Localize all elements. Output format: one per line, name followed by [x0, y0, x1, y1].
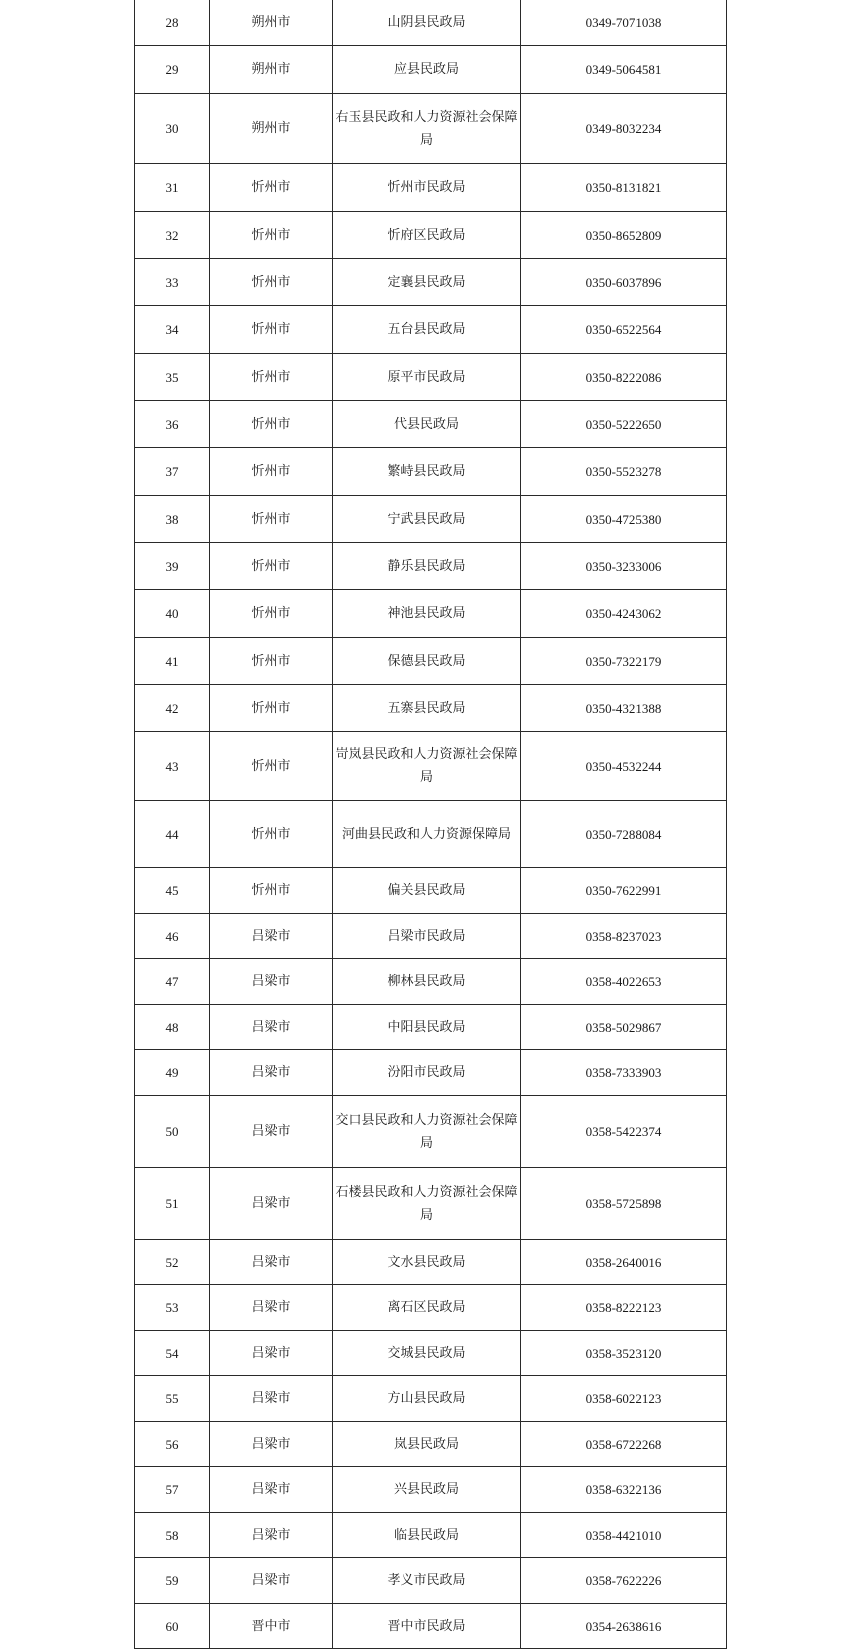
row-number: 37	[135, 448, 210, 496]
city-name: 忻州市	[210, 354, 333, 401]
row-number: 34	[135, 306, 210, 354]
table-row	[135, 1558, 727, 1604]
row-number: 58	[135, 1513, 210, 1558]
phone-number: 0349-5064581	[521, 46, 727, 94]
table-row	[135, 914, 727, 959]
city-name: 忻州市	[210, 448, 333, 496]
phone-number: 0350-4243062	[521, 590, 727, 638]
agency-name: 交口县民政和人力资源社会保障局	[333, 1096, 521, 1168]
city-name: 吕梁市	[210, 1513, 333, 1558]
row-number: 41	[135, 638, 210, 685]
city-name: 忻州市	[210, 638, 333, 685]
table-row	[135, 212, 727, 259]
agency-name: 石楼县民政和人力资源社会保障局	[333, 1168, 521, 1240]
agency-name: 岚县民政局	[333, 1422, 521, 1467]
row-number: 56	[135, 1422, 210, 1467]
city-name: 吕梁市	[210, 1240, 333, 1285]
agency-name: 吕梁市民政局	[333, 914, 521, 959]
row-number: 57	[135, 1467, 210, 1513]
city-name: 忻州市	[210, 212, 333, 259]
row-number: 60	[135, 1604, 210, 1649]
city-name: 吕梁市	[210, 959, 333, 1005]
agency-name: 宁武县民政局	[333, 496, 521, 543]
phone-number: 0358-2640016	[521, 1240, 727, 1285]
contacts-table	[134, 0, 727, 1649]
phone-number: 0350-3233006	[521, 543, 727, 590]
phone-number: 0350-4532244	[521, 732, 727, 801]
phone-number: 0358-3523120	[521, 1331, 727, 1376]
city-name: 忻州市	[210, 685, 333, 732]
table-row	[135, 1422, 727, 1467]
agency-name: 汾阳市民政局	[333, 1050, 521, 1096]
row-number: 38	[135, 496, 210, 543]
phone-number: 0358-6722268	[521, 1422, 727, 1467]
phone-number: 0358-5422374	[521, 1096, 727, 1168]
phone-number: 0350-7622991	[521, 868, 727, 914]
row-number: 36	[135, 401, 210, 448]
row-number: 44	[135, 801, 210, 868]
city-name: 朔州市	[210, 46, 333, 94]
row-number: 32	[135, 212, 210, 259]
phone-number: 0350-5523278	[521, 448, 727, 496]
table-row	[135, 401, 727, 448]
agency-name: 忻府区民政局	[333, 212, 521, 259]
city-name: 吕梁市	[210, 1422, 333, 1467]
agency-name: 应县民政局	[333, 46, 521, 94]
city-name: 朔州市	[210, 94, 333, 164]
row-number: 54	[135, 1331, 210, 1376]
table-row	[135, 1096, 727, 1168]
city-name: 忻州市	[210, 259, 333, 306]
row-number: 33	[135, 259, 210, 306]
phone-number: 0358-5725898	[521, 1168, 727, 1240]
agency-name: 岢岚县民政和人力资源社会保障局	[333, 732, 521, 801]
agency-name: 文水县民政局	[333, 1240, 521, 1285]
phone-number: 0358-8237023	[521, 914, 727, 959]
phone-number: 0358-7622226	[521, 1558, 727, 1604]
agency-name: 河曲县民政和人力资源保障局	[333, 801, 521, 868]
row-number: 31	[135, 164, 210, 212]
table-row	[135, 1168, 727, 1240]
agency-name: 偏关县民政局	[333, 868, 521, 914]
table-row	[135, 0, 727, 46]
table-row	[135, 1005, 727, 1050]
table-row	[135, 801, 727, 868]
table-row	[135, 448, 727, 496]
table-row	[135, 868, 727, 914]
phone-number: 0350-6522564	[521, 306, 727, 354]
agency-name: 中阳县民政局	[333, 1005, 521, 1050]
city-name: 忻州市	[210, 868, 333, 914]
table-row	[135, 1467, 727, 1513]
city-name: 吕梁市	[210, 1467, 333, 1513]
city-name: 吕梁市	[210, 1005, 333, 1050]
phone-number: 0358-4022653	[521, 959, 727, 1005]
agency-name: 静乐县民政局	[333, 543, 521, 590]
agency-name: 孝义市民政局	[333, 1558, 521, 1604]
row-number: 47	[135, 959, 210, 1005]
table-row	[135, 590, 727, 638]
agency-name: 晋中市民政局	[333, 1604, 521, 1649]
row-number: 53	[135, 1285, 210, 1331]
phone-number: 0358-8222123	[521, 1285, 727, 1331]
phone-number: 0350-4321388	[521, 685, 727, 732]
city-name: 忻州市	[210, 590, 333, 638]
table-row	[135, 732, 727, 801]
table-row	[135, 259, 727, 306]
city-name: 忻州市	[210, 401, 333, 448]
phone-number: 0358-4421010	[521, 1513, 727, 1558]
agency-name: 方山县民政局	[333, 1376, 521, 1422]
agency-name: 五寨县民政局	[333, 685, 521, 732]
agency-name: 临县民政局	[333, 1513, 521, 1558]
table-row	[135, 959, 727, 1005]
city-name: 忻州市	[210, 732, 333, 801]
row-number: 49	[135, 1050, 210, 1096]
row-number: 55	[135, 1376, 210, 1422]
agency-name: 交城县民政局	[333, 1331, 521, 1376]
table-row	[135, 1513, 727, 1558]
phone-number: 0358-6022123	[521, 1376, 727, 1422]
phone-number: 0350-7288084	[521, 801, 727, 868]
city-name: 吕梁市	[210, 1096, 333, 1168]
phone-number: 0350-7322179	[521, 638, 727, 685]
row-number: 59	[135, 1558, 210, 1604]
table-row	[135, 1604, 727, 1649]
row-number: 48	[135, 1005, 210, 1050]
table-row	[135, 306, 727, 354]
contacts-table-body	[135, 0, 727, 1649]
city-name: 忻州市	[210, 164, 333, 212]
agency-name: 代县民政局	[333, 401, 521, 448]
agency-name: 离石区民政局	[333, 1285, 521, 1331]
agency-name: 五台县民政局	[333, 306, 521, 354]
row-number: 40	[135, 590, 210, 638]
table-row	[135, 1240, 727, 1285]
phone-number: 0349-8032234	[521, 94, 727, 164]
phone-number: 0358-7333903	[521, 1050, 727, 1096]
phone-number: 0350-8131821	[521, 164, 727, 212]
table-row	[135, 1285, 727, 1331]
city-name: 吕梁市	[210, 914, 333, 959]
row-number: 28	[135, 0, 210, 46]
agency-name: 定襄县民政局	[333, 259, 521, 306]
table-row	[135, 543, 727, 590]
table-row	[135, 94, 727, 164]
city-name: 忻州市	[210, 543, 333, 590]
phone-number: 0350-6037896	[521, 259, 727, 306]
city-name: 吕梁市	[210, 1331, 333, 1376]
agency-name: 柳林县民政局	[333, 959, 521, 1005]
table-row	[135, 1376, 727, 1422]
row-number: 51	[135, 1168, 210, 1240]
agency-name: 兴县民政局	[333, 1467, 521, 1513]
phone-number: 0350-4725380	[521, 496, 727, 543]
agency-name: 繁峙县民政局	[333, 448, 521, 496]
city-name: 吕梁市	[210, 1558, 333, 1604]
row-number: 42	[135, 685, 210, 732]
agency-name: 保德县民政局	[333, 638, 521, 685]
table-row	[135, 685, 727, 732]
agency-name: 忻州市民政局	[333, 164, 521, 212]
city-name: 忻州市	[210, 306, 333, 354]
city-name: 吕梁市	[210, 1285, 333, 1331]
row-number: 30	[135, 94, 210, 164]
phone-number: 0350-5222650	[521, 401, 727, 448]
table-row	[135, 638, 727, 685]
row-number: 39	[135, 543, 210, 590]
table-row	[135, 46, 727, 94]
table-row	[135, 496, 727, 543]
row-number: 35	[135, 354, 210, 401]
table-row	[135, 164, 727, 212]
agency-name: 右玉县民政和人力资源社会保障局	[333, 94, 521, 164]
agency-name: 神池县民政局	[333, 590, 521, 638]
city-name: 忻州市	[210, 496, 333, 543]
city-name: 晋中市	[210, 1604, 333, 1649]
row-number: 52	[135, 1240, 210, 1285]
agency-name: 原平市民政局	[333, 354, 521, 401]
city-name: 吕梁市	[210, 1050, 333, 1096]
city-name: 忻州市	[210, 801, 333, 868]
phone-number: 0354-2638616	[521, 1604, 727, 1649]
city-name: 朔州市	[210, 0, 333, 46]
table-row	[135, 1331, 727, 1376]
phone-number: 0350-8652809	[521, 212, 727, 259]
phone-number: 0358-6322136	[521, 1467, 727, 1513]
city-name: 吕梁市	[210, 1376, 333, 1422]
row-number: 29	[135, 46, 210, 94]
table-row	[135, 354, 727, 401]
phone-number: 0349-7071038	[521, 0, 727, 46]
agency-name: 山阴县民政局	[333, 0, 521, 46]
row-number: 50	[135, 1096, 210, 1168]
phone-number: 0350-8222086	[521, 354, 727, 401]
row-number: 43	[135, 732, 210, 801]
row-number: 46	[135, 914, 210, 959]
city-name: 吕梁市	[210, 1168, 333, 1240]
table-row	[135, 1050, 727, 1096]
phone-number: 0358-5029867	[521, 1005, 727, 1050]
row-number: 45	[135, 868, 210, 914]
